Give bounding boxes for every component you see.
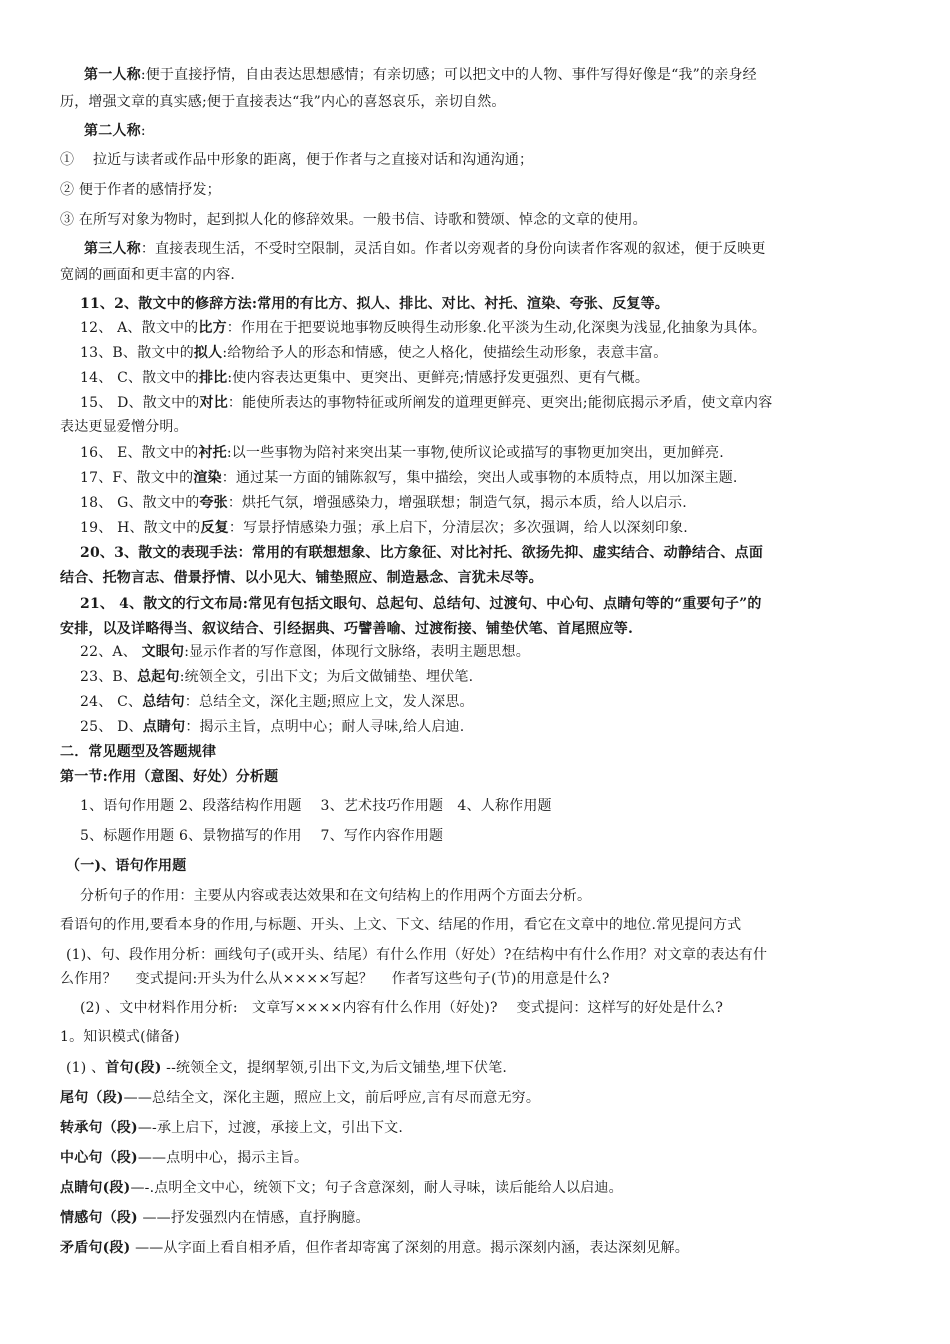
rhetoric-item: 18、 G、散文中的夸张：烘托气氛，增强感染力，增强联想；制造气氛，揭示本质，给人以启示.: [80, 495, 687, 511]
knowledge-heading: 1。知识模式(储备): [60, 1029, 180, 1045]
second-person-item: ③ 在所写对象为物时，起到拟人化的修辞效果。一般书信、诗歌和赞颂、悼念的文章的使用。: [60, 212, 647, 228]
rhetoric-item: 19、 H、散文中的反复：写景抒情感染力强；承上启下，分清层次；多次强调，给人以深刻印象.: [80, 520, 688, 536]
second-person-heading: 第二人称:: [84, 123, 146, 139]
rhetoric-item: 14、 C、散文中的排比:使内容表达更集中、更突出、更鲜亮;情感抒发更强烈、更有气概。: [80, 370, 650, 386]
heading-layout-line-1: 21、 4、散文的行文布局:常见有包括文眼句、总起句、总结句、过渡句、中心句、点睛句等的“重要句子”的: [80, 596, 762, 612]
rhetoric-item: 13、B、散文中的拟人:给物给予人的形态和情感，使之人格化，使描绘生动形象，表意丰富。: [80, 345, 668, 361]
heading-layout-line-2: 安排，以及详略得当、叙议结合、引经据典、巧譬善喻、过渡衔接、铺垫伏笔、首尾照应等.: [60, 621, 634, 637]
question-pattern: (2) 、文中材料作用分析: 文章写××××内容有什么作用（好处)? 变式提问：这样写的好处是什么?: [80, 1000, 724, 1016]
knowledge-item: 情感句（段) ——抒发强烈内在情感，直抒胸臆。: [60, 1210, 370, 1226]
subsection-heading: 第一节:作用（意图、好处）分析题: [60, 769, 279, 785]
second-person-item: ① 拉近与读者或作品中形象的距离，便于作者与之直接对话和沟通沟通；: [60, 152, 534, 168]
sentence-type-item: 22、A、 文眼句:显示作者的写作意图，体现行文脉络，表明主题思想。: [80, 644, 530, 660]
rhetoric-item: 17、F、散文中的渲染：通过某一方面的铺陈叙写，集中描绘，突出人或事物的本质特点，用以加深主题.: [80, 470, 738, 486]
rhetoric-item: 15、 D、散文中的对比：能使所表达的事物特征或所阐发的道理更鲜亮、更突出;能彻底揭示矛盾，使文章内容: [80, 395, 773, 411]
heading-techniques-line-1: 20、3、散文的表现手法：常用的有联想想象、比方象征、对比衬托、欲扬先抑、虚实结合、动静结合、点面: [80, 545, 764, 561]
question-type-list: 5、标题作用题 6、景物描写的作用 7、写作内容作用题: [80, 828, 444, 844]
first-person-line-1: 第一人称:便于直接抒情，自由表达思想感情；有亲切感；可以把文中的人物、事件写得好像是“我”的亲身经: [84, 67, 757, 83]
knowledge-item: (1) 、首句(段) --统领全文，提纲挈领,引出下文,为后文铺垫,埋下伏笔.: [66, 1060, 508, 1076]
third-person-line-1: 第三人称：直接表现生活，不受时空限制，灵活自如。作者以旁观者的身份向读者作客观的叙述，便于反映更: [84, 241, 766, 257]
question-type-list: 1、语句作用题 2、段落结构作用题 3、艺术技巧作用题 4、人称作用题: [80, 798, 552, 814]
first-person-line-2: 历，增强文章的真实感;便于直接表达“我”内心的喜怒哀乐，亲切自然。: [60, 94, 506, 110]
knowledge-item: 中心句（段)——点明中心，揭示主旨。: [60, 1150, 309, 1166]
question-pattern-line-2: 么作用？ 变式提问:开头为什么从××××写起？ 作者写这些句子(节)的用意是什么?: [60, 971, 610, 987]
rhetoric-item-continued: 表达更显爱憎分明。: [60, 419, 188, 435]
sentence-type-item: 24、 C、总结句：总结全文，深化主题;照应上文，发人深思。: [80, 694, 474, 710]
knowledge-item: 尾句（段)——总结全文，深化主题，照应上文，前后呼应,言有尽而意无穷。: [60, 1090, 541, 1106]
heading-rhetoric: 11、2、散文中的修辞方法:常用的有比方、拟人、排比、对比、衬托、渲染、夸张、反复等。: [80, 296, 669, 312]
knowledge-item: 转承句（段)—-承上启下，过渡，承接上文，引出下文.: [60, 1120, 404, 1136]
rhetoric-item: 12、 A、散文中的比方：作用在于把要说地事物反映得生动形象.化平淡为生动,化深奥为浅显,化抽象为具体。: [80, 320, 767, 336]
subsection-title: （一)、语句作用题: [66, 858, 187, 874]
question-pattern-line-1: (1)、句、段作用分析：画线句子(或开头、结尾）有什么作用（好处）?在结构中有什么作用？对文章的表达有什: [66, 947, 768, 963]
sentence-type-item: 23、B、总起句:统领全文，引出下文；为后文做铺垫、埋伏笔.: [80, 669, 474, 685]
analysis-paragraph: 分析句子的作用：主要从内容或表达效果和在文句结构上的作用两个方面去分析。: [80, 888, 592, 904]
section-heading: 二．常见题型及答题规律: [60, 744, 217, 760]
second-person-item: ② 便于作者的感情抒发；: [60, 182, 221, 198]
rhetoric-item: 16、 E、散文中的衬托:以一些事物为陪衬来突出某一事物,使所议论或描写的事物更加突出，更加鲜亮.: [80, 445, 724, 461]
sentence-type-item: 25、 D、点睛句：揭示主旨，点明中心；耐人寻味,给人启迪.: [80, 719, 465, 735]
heading-techniques-line-2: 结合、托物言志、借景抒情、以小见大、铺垫照应、制造悬念、言犹未尽等。: [60, 570, 543, 586]
third-person-line-2: 宽阔的画面和更丰富的内容.: [60, 267, 236, 283]
knowledge-item: 点睛句(段)—-.点明全文中心，统领下文；句子含意深刻，耐人寻味，读后能给人以启迪。: [60, 1180, 623, 1196]
knowledge-item: 矛盾句(段) ——从字面上看自相矛盾，但作者却寄寓了深刻的用意。揭示深刻内涵，表达深刻见解。: [60, 1240, 689, 1256]
analysis-paragraph: 看语句的作用,要看本身的作用,与标题、开头、上文、下文、结尾的作用，看它在文章中的地位.常见提问方式: [60, 917, 742, 933]
